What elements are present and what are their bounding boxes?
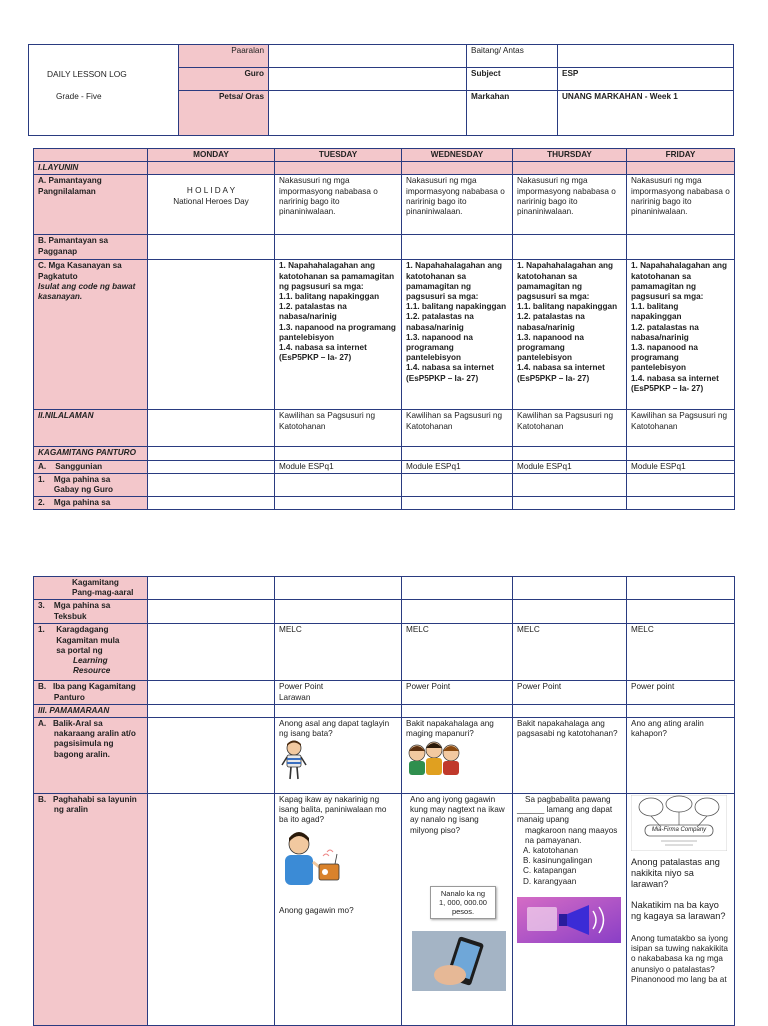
- lesson-log-table-page-1: [33, 148, 735, 510]
- kasanayan-thu: 1. Napahahalagahan ang katotohanan sa pamamagitan ng pagsusuri sa mga: 1.1. balitang napakinggan 1.2. patalastas na nabasa/narinig 1.3. napanood na programang pantelebisyon 1.4. nabasa sa internet (EsP5PKP – Ia- 27): [513, 260, 627, 410]
- grade-label: Grade - Five: [56, 92, 102, 102]
- guro-label: Guro: [179, 68, 269, 91]
- module-tue: Module ESPq1: [275, 460, 402, 473]
- module-fri: Module ESPq1: [627, 460, 735, 473]
- layunin-heading: I.LAYUNIN: [34, 162, 148, 175]
- melc-thu: MELC: [513, 624, 627, 681]
- choice-d: D. karangyaan: [523, 876, 577, 886]
- day-friday: FRIDAY: [627, 149, 735, 162]
- kasanayan-label: C. Mga Kasanayan sa Pagkatuto: [38, 261, 122, 281]
- balik-wed: Bakit napakahalaga ang maging mapanuri?: [406, 719, 494, 739]
- paghahabi-tue-question: Anong gagawin mo?: [279, 905, 354, 915]
- choice-c: C. katapangan: [523, 866, 577, 876]
- subject-field[interactable]: ESP: [558, 68, 734, 91]
- learning-resource-label: Learning Resource: [73, 656, 111, 676]
- subject-label: Subject: [467, 68, 558, 91]
- pamamaraan-heading: III. PAMAMARAAN: [34, 704, 148, 717]
- paghahabi-thu-mid: lamang ang dapat manaig upang: [517, 805, 613, 825]
- paghahabi-wed: Ano ang iyong gagawin kung may nagtext na ikaw ay nanalo ng isang milyong piso?: [410, 795, 505, 835]
- petsa-field[interactable]: [269, 91, 467, 136]
- baitang-label: Baitang/ Antas: [467, 45, 558, 68]
- ppt-tue: Power Point Larawan: [275, 681, 402, 704]
- iba-pang-label: B. Iba pang Kagamitang Panturo: [34, 681, 148, 704]
- kasanayan-tue: 1. Napahahalagahan ang katotohanan sa pamamagitan ng pagsusuri sa mga: 1.1. balitang napakinggan 1.2. patalastas na nabasa/narinig 1.3. napanood na programang pantelebisyon 1.4. nabasa sa internet (EsP5PKP – Ia- 27): [275, 260, 402, 410]
- balik-tue: Anong asal ang dapat taglayin ng isang bata?: [279, 719, 390, 739]
- markahan-field[interactable]: UNANG MARKAHAN - Week 1: [558, 91, 734, 136]
- lesson-log-table-page-2: [33, 576, 735, 1026]
- children-illustration: [406, 739, 462, 775]
- module-thu: Module ESPq1: [513, 460, 627, 473]
- kasanayan-fri: 1. Napahahalagahan ang katotohanan sa pamamagitan ng pagsusuri sa mga: 1.1. balitang napakinggan 1.2. patalastas na nabasa/narinig 1.3. napanood na programang pantelebisyon 1.4. nabasa sa internet (EsP5PKP – Ia- 27): [627, 260, 735, 410]
- holiday-label: H O L I D A Y: [186, 186, 236, 196]
- balik-fri: Ano ang ating aralin kahapon?: [627, 718, 735, 794]
- guro-field[interactable]: [269, 68, 467, 91]
- petsa-label: Petsa/ Oras: [179, 91, 269, 136]
- pamantayang-pangnilalaman-label: A. Pamantayang Pangnilalaman: [34, 175, 148, 235]
- pamantayan-thu: Nakasusuri ng mga impormasyong nababasa o naririnig bago ito pinaniniwalaan.: [513, 175, 627, 235]
- nilalaman-wed: Kawilihan sa Pagsusuri ng Katotohanan: [402, 410, 513, 447]
- choice-a: A. katotohanan: [523, 846, 579, 856]
- paghahabi-thu-intro: Sa pagbabalita pawang: [525, 795, 611, 805]
- corner-cell: [34, 149, 148, 162]
- lesson-log-title: DAILY LESSON LOG: [47, 69, 127, 79]
- lesson-log-header: [28, 44, 734, 136]
- man-with-radio-illustration: [279, 830, 343, 898]
- baitang-field[interactable]: [558, 45, 734, 68]
- pamantayan-sa-pagganap-label: B. Pamantayan sa Pagganap: [34, 235, 148, 260]
- kagamitan-heading: KAGAMITANG PANTURO: [34, 447, 148, 460]
- melc-fri: MELC: [627, 624, 735, 681]
- phone-illustration: [410, 836, 508, 986]
- markahan-label: Markahan: [467, 91, 558, 136]
- day-tuesday: TUESDAY: [275, 149, 402, 162]
- ppt-fri: Power point: [627, 681, 735, 704]
- day-thursday: THURSDAY: [513, 149, 627, 162]
- paghahabi-tue: Kapag ikaw ay nakarinig ng isang balita, paniniwalaan mo ba ito agad?: [279, 795, 387, 825]
- ppt-thu: Power Point: [513, 681, 627, 704]
- kagamitang-pang-label: Kagamitang Pang-mag-aaral: [34, 577, 148, 600]
- melc-wed: MELC: [402, 624, 513, 681]
- paghahabi-thu-end: magkaroon nang maayos na pamayanan.: [525, 825, 618, 845]
- paghahabi-label: B. Paghahabi sa layunin ng aralin: [34, 794, 148, 1026]
- pamantayan-wed: Nakasusuri ng mga impormasyong nababasa o naririnig bago ito pinaniniwalaan.: [402, 175, 513, 235]
- pahina-2-label: 2. Mga pahina sa: [34, 497, 148, 510]
- fri-question-2: Nakatikim na ba kayo ng kagaya sa larawan?: [631, 900, 726, 922]
- megaphone-illustration: [517, 897, 621, 943]
- nilalaman-fri: Kawilihan sa Pagsusuri ng Katotohanan: [627, 410, 735, 447]
- paaralan-label: Paaralan: [179, 45, 269, 68]
- ppt-wed: Power Point: [402, 681, 513, 704]
- day-wednesday: WEDNESDAY: [402, 149, 513, 162]
- paghahabi-thu-blank: ______: [517, 805, 545, 815]
- choice-b: B. kasinungalingan: [523, 856, 593, 866]
- holiday-sub: National Heroes Day: [173, 196, 249, 206]
- balik-thu: Bakit napakahalaga ang pagsasabi ng katotohanan?: [513, 718, 627, 794]
- ice-cream-poster: [631, 795, 727, 851]
- paaralan-field[interactable]: [269, 45, 467, 68]
- nilalaman-heading: II.NILALAMAN: [34, 410, 148, 447]
- poster-brand: Mia-Firma Company: [651, 827, 707, 834]
- sms-bubble: Nanalo ka ng 1, 000, 000.00 pesos.: [430, 886, 496, 919]
- boy-illustration: [279, 739, 309, 783]
- pamantayan-fri: Nakasusuri ng mga impormasyong nababasa o naririnig bago ito pinaniniwalaan.: [627, 175, 735, 235]
- gabay-guro-label: 1. Mga pahina sa Gabay ng Guro: [34, 473, 148, 496]
- hand-phone-photo: [412, 931, 506, 991]
- fri-question-3: Anong tumatakbo sa iyong isipan sa tuwing nakakikita o nakababasa ka ng mga anunsiyo o patalastas? Pinanonood mo lang ba at: [631, 934, 728, 984]
- karagdagang-label: 1. Karagdagang Kagamitan mula sa portal ng: [38, 625, 120, 655]
- pamantayan-tue: Nakasusuri ng mga impormasyong nababasa o naririnig bago ito pinaniniwalaan.: [275, 175, 402, 235]
- balik-aral-label: A. Balik-Aral sa nakaraang aralin at/o pagsisimula ng bagong aralin.: [34, 718, 148, 794]
- module-wed: Module ESPq1: [402, 460, 513, 473]
- melc-tue: MELC: [275, 624, 402, 681]
- fri-question-1: Anong patalastas ang nakikita niyo sa larawan?: [631, 857, 720, 890]
- sanggunian-label: A. Sanggunian: [34, 460, 148, 473]
- nilalaman-thu: Kawilihan sa Pagsusuri ng Katotohanan: [513, 410, 627, 447]
- poster-drawing: [631, 795, 727, 851]
- header-title-cell: [29, 45, 179, 136]
- day-monday: MONDAY: [148, 149, 275, 162]
- nilalaman-tue: Kawilihan sa Pagsusuri ng Katotohanan: [275, 410, 402, 447]
- teksbuk-label: 3. Mga pahina sa Teksbuk: [34, 600, 148, 624]
- kasanayan-wed: 1. Napahahalagahan ang katotohanan sa pamamagitan ng pagsusuri sa mga: 1.1. balitang napakinggan 1.2. patalastas na nabasa/narinig 1.3. napanood na programang pantelebisyon 1.4. nabasa sa internet (EsP5PKP – Ia- 27): [402, 260, 513, 410]
- kasanayan-note: Isulat ang code ng bawat kasanayan.: [38, 281, 136, 302]
